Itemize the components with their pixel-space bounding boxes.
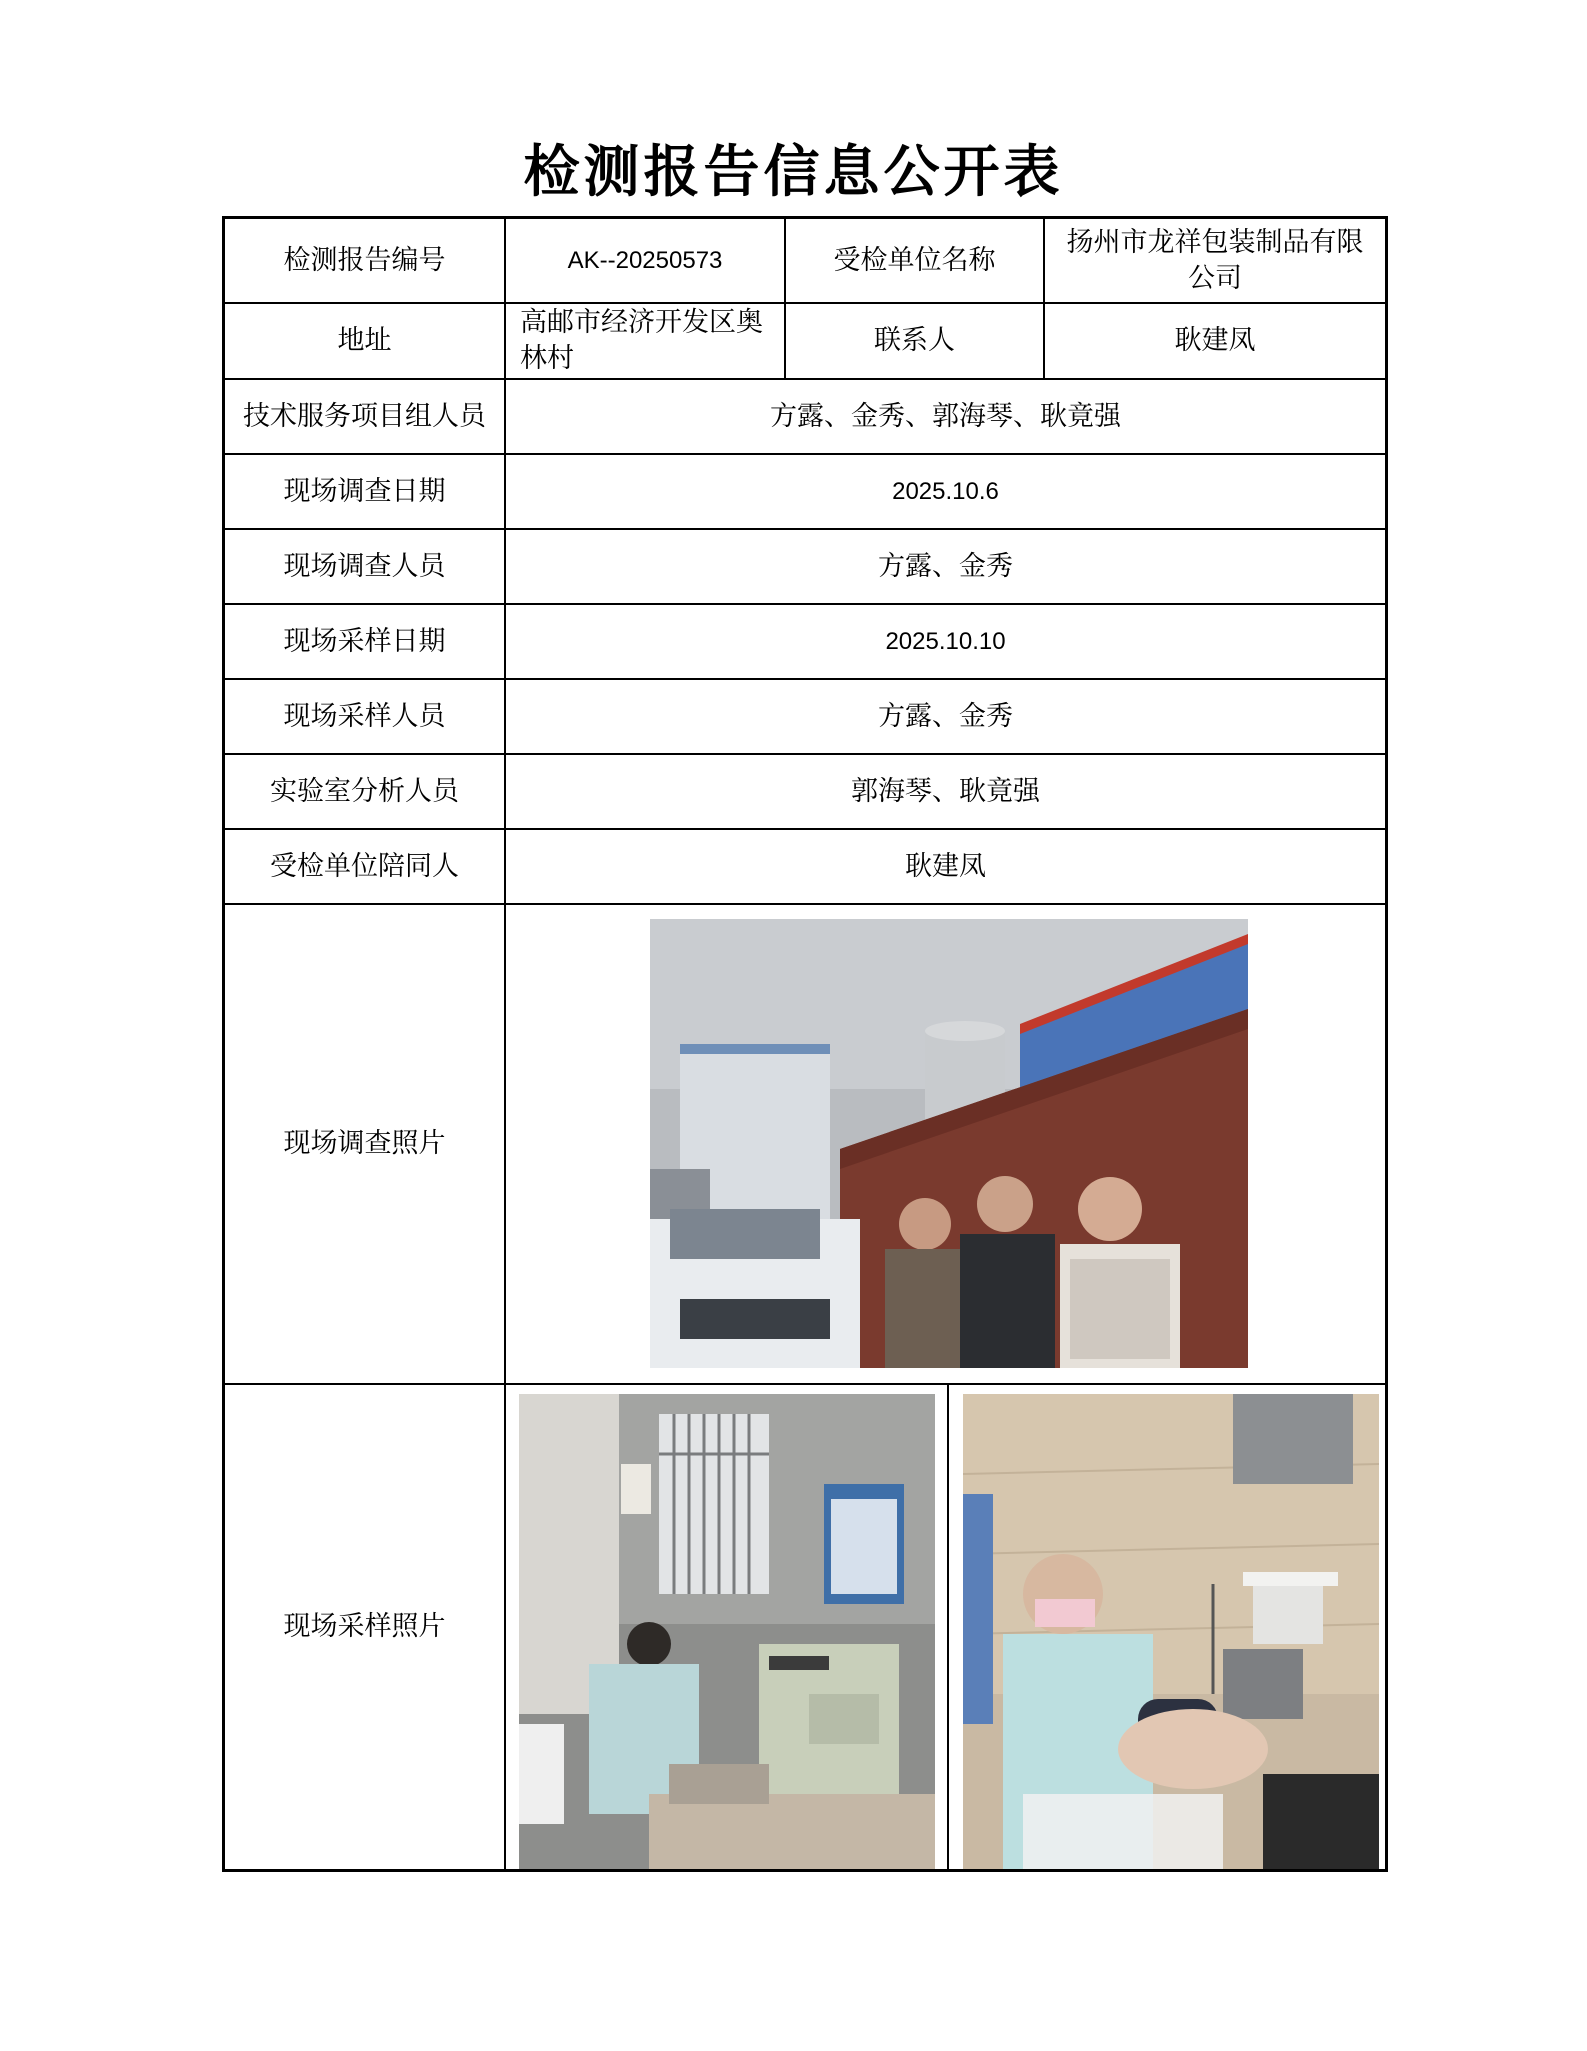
sampling-staff-label: 现场采样人员 (283, 700, 446, 732)
escort-label: 受检单位陪同人 (270, 850, 459, 882)
survey-date-value: 2025.10.6 (892, 477, 999, 505)
team-label: 技术服务项目组人员 (243, 400, 486, 432)
team-value: 方露、金秀、郭海琴、耿竟强 (770, 400, 1121, 432)
report-no-label: 检测报告编号 (283, 244, 446, 276)
lab-staff-label: 实验室分析人员 (270, 775, 459, 807)
address-label: 地址 (337, 325, 392, 356)
contact-value: 耿建凤 (1174, 325, 1256, 356)
report-table (222, 216, 1388, 1872)
lab-staff-value: 郭海琴、耿竟强 (851, 775, 1040, 807)
survey-staff-label: 现场调查人员 (283, 550, 446, 582)
survey-staff-value: 方露、金秀 (878, 550, 1013, 582)
contact-label: 联系人 (874, 325, 955, 356)
sampling-date-label: 现场采样日期 (283, 625, 446, 657)
sampling-photo-1 (519, 1394, 935, 1869)
unit-name-label: 受检单位名称 (833, 244, 996, 276)
escort-value: 耿建凤 (905, 850, 986, 882)
report-no-value: AK--20250573 (567, 246, 723, 274)
address-value: 高邮市经济开发区奥林村 (520, 307, 763, 374)
sampling-photo-label: 现场采样照片 (283, 1611, 446, 1642)
survey-photo-label: 现场调查照片 (283, 1128, 446, 1159)
sampling-staff-value: 方露、金秀 (878, 700, 1013, 732)
unit-name-value: 扬州市龙祥包装制品有限公司 (1066, 226, 1364, 294)
sampling-date-value: 2025.10.10 (885, 627, 1006, 655)
survey-photo (650, 919, 1248, 1368)
sampling-photo-2 (963, 1394, 1379, 1869)
page-title: 检测报告信息公开表 (523, 139, 1064, 205)
column-divider (947, 1385, 949, 1869)
survey-date-label: 现场调查日期 (283, 475, 446, 507)
